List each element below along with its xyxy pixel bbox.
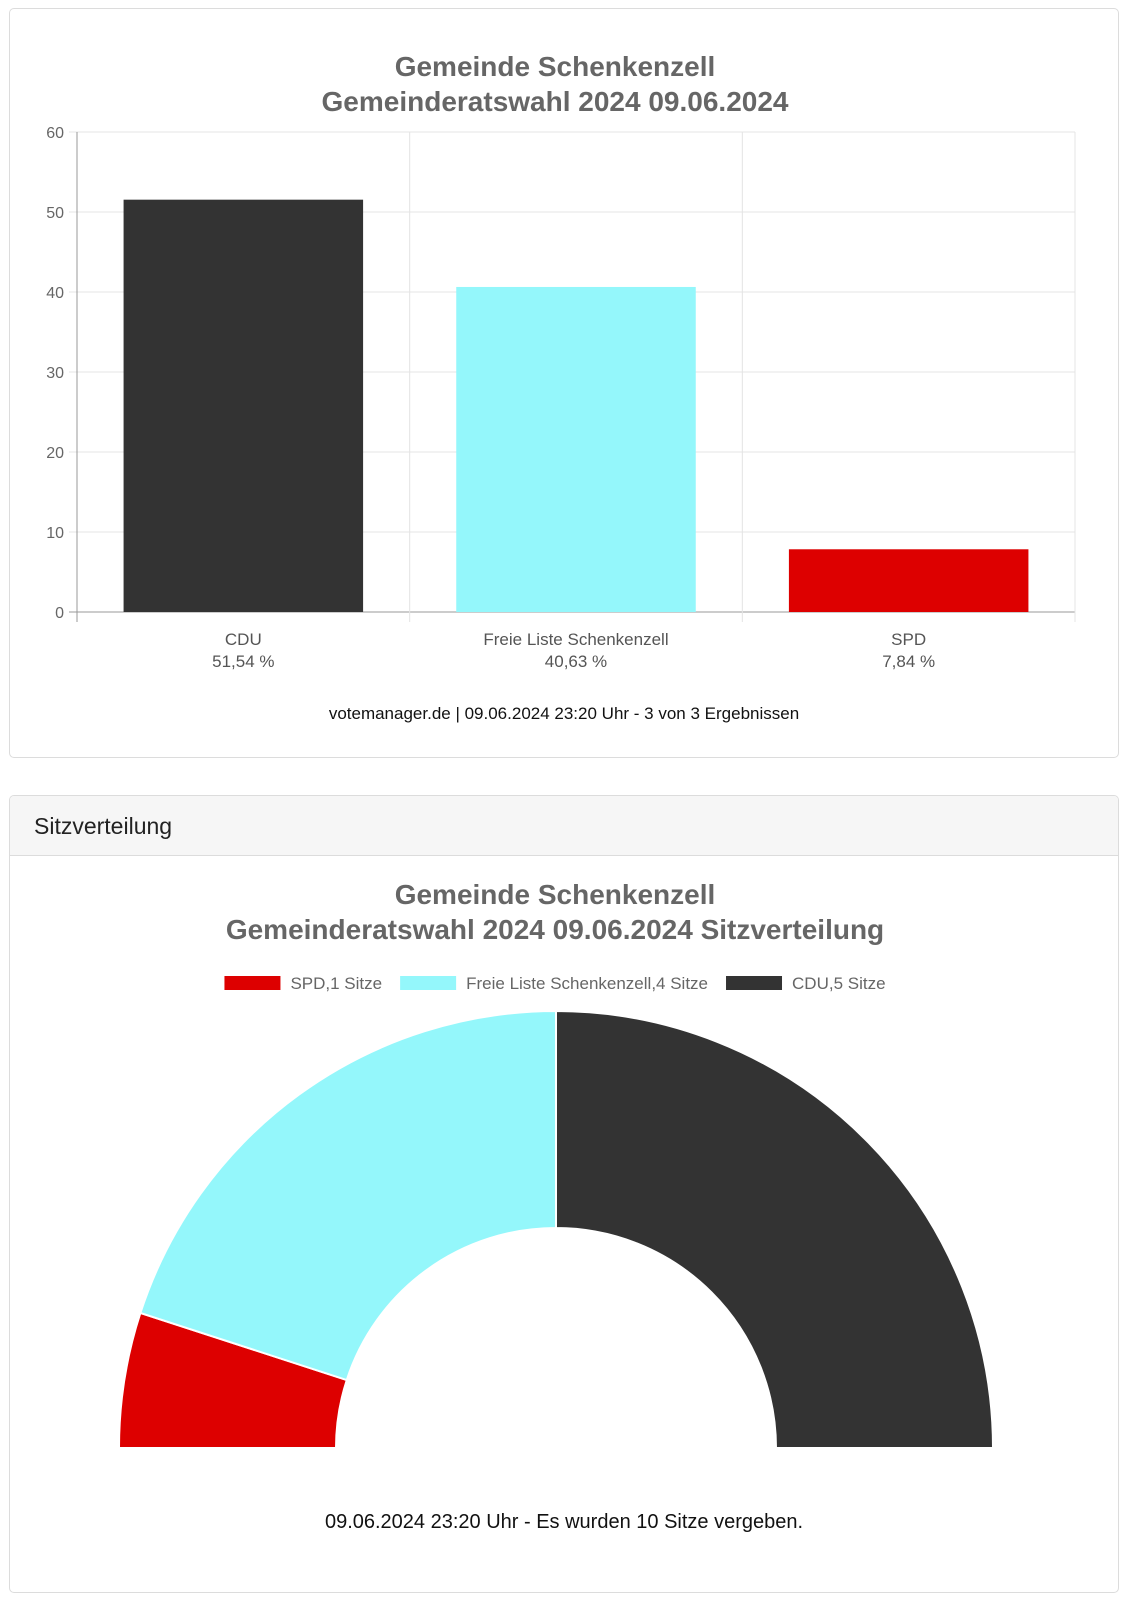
legend-label: SPD,1 Sitze [290,974,383,993]
x-category-label: Freie Liste Schenkenzell [483,630,669,649]
y-tick-label: 50 [46,205,64,222]
x-category-label: CDU [224,630,262,649]
vote-bar-chart [10,9,1118,699]
bar-cdu[interactable] [124,200,364,612]
y-tick-label: 60 [46,125,64,142]
votes-card [9,8,1119,758]
bar-chart-title-line1: Gemeinde Schenkenzell [394,51,716,82]
bar-chart-bars [124,200,1029,612]
seats-card [9,795,1119,1593]
legend-swatch [726,976,782,990]
votes-footer: votemanager.de | 09.06.2024 23:20 Uhr - 3 von 3 Ergebnissen [328,704,800,723]
bar-chart-x-labels [212,630,935,671]
legend-item[interactable] [726,974,886,993]
y-tick-label: 40 [46,285,64,302]
y-tick-label: 10 [46,525,64,542]
legend-swatch [224,976,280,990]
seat-slice-freie-liste-schenkenzell[interactable] [140,1011,556,1380]
seats-footer: 09.06.2024 23:20 Uhr - Es wurden 10 Sitze vergeben. [324,1511,804,1533]
pie-chart-legend[interactable] [224,974,885,993]
pie-chart-slices [119,1011,993,1448]
pie-chart-title-line1: Gemeinde Schenkenzell [394,879,716,910]
legend-item[interactable] [400,974,708,993]
pie-chart-title-line2: Gemeinderatswahl 2024 09.06.2024 Sitzverteilung [225,914,885,945]
x-category-label: SPD [891,630,927,649]
y-tick-label: 30 [46,365,64,382]
y-tick-label: 0 [55,605,64,622]
x-value-label: 7,84 % [882,652,936,671]
bar-freie-liste-schenkenzell[interactable] [456,287,696,612]
seats-card-header: Sitzverteilung [10,796,1118,856]
bar-spd[interactable] [789,549,1029,612]
seat-slice-cdu[interactable] [556,1011,993,1448]
bar-chart-title-line2: Gemeinderatswahl 2024 09.06.2024 [321,86,789,117]
legend-label: Freie Liste Schenkenzell,4 Sitze [466,974,709,993]
legend-item[interactable] [224,974,382,993]
bar-chart-y-ticks [46,125,64,622]
legend-label: CDU,5 Sitze [792,974,886,993]
legend-swatch [400,976,456,990]
y-tick-label: 20 [46,445,64,462]
seat-distribution-chart [10,856,1118,1556]
x-value-label: 40,63 % [544,652,608,671]
x-value-label: 51,54 % [212,652,275,671]
